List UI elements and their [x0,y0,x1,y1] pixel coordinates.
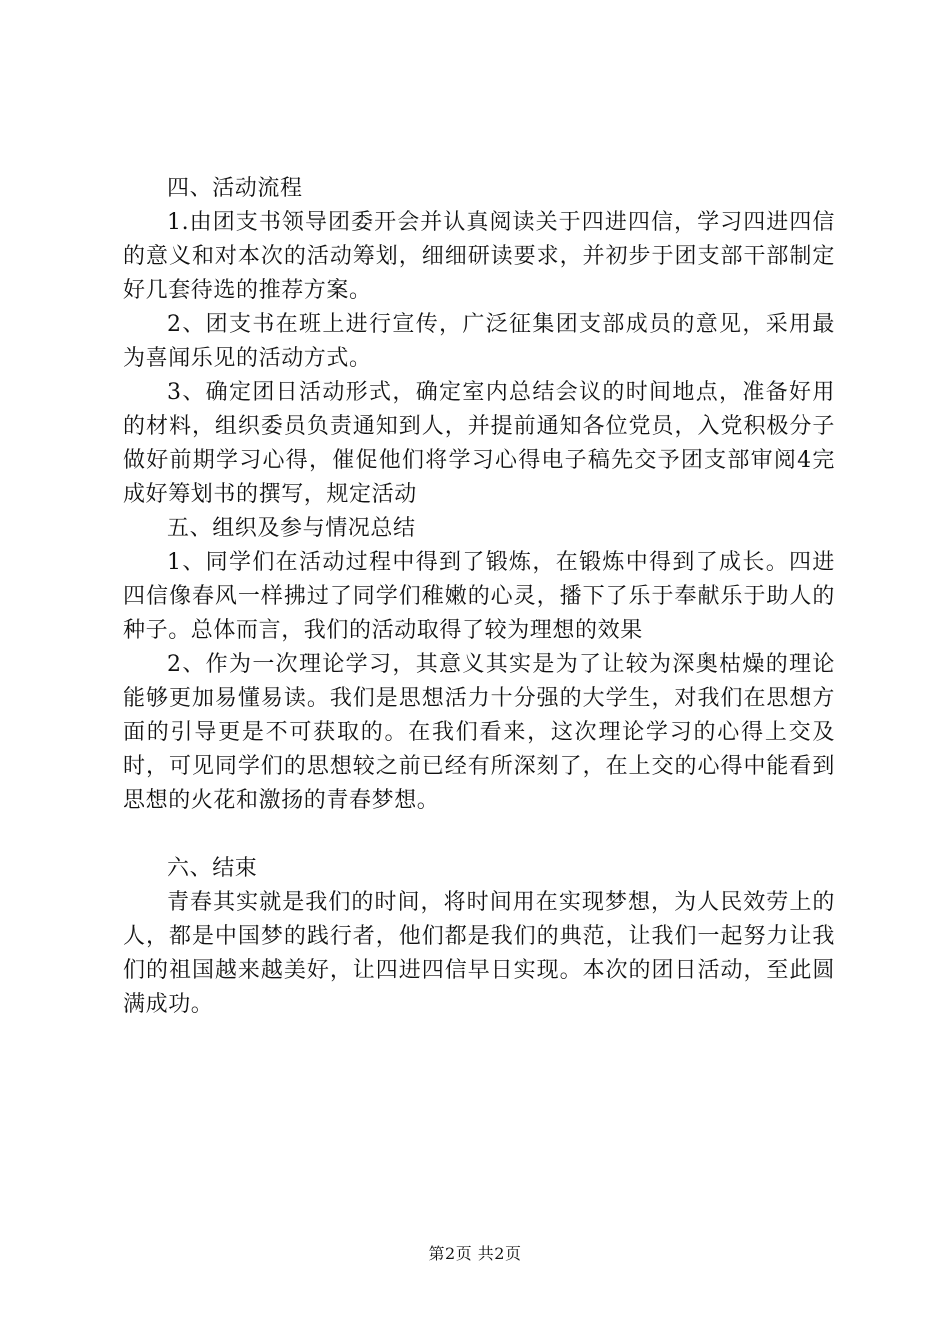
section-heading-ending: 六、结束 [167,856,258,881]
process-step-3: 3、确定团日活动形式，确定室内总结会议的时间地点，准备好用的材料，组织委员负责通知到人，并提前通知各位党员，入党积极分子做好前期学习心得，催促他们将学习心得电子稿先交予团支部审阅4完成好筹划书的撰写，规定活动 [123,380,835,507]
process-step-1: 1.由团支书领导团委开会并认真阅读关于四进四信，学习四进四信的意义和对本次的活动筹划，细细研读要求，并初步于团支部干部制定好几套待选的推荐方案。 [123,210,835,303]
summary-point-1: 1、同学们在活动过程中得到了锻炼，在锻炼中得到了成长。四进四信像春风一样拂过了同学们稚嫩的心灵，播下了乐于奉献乐于助人的种子。总体而言，我们的活动取得了较为理想的效果 [123,550,835,643]
page-footer: 第2页 共2页 [428,1244,522,1263]
process-step-2: 2、团支书在班上进行宣传，广泛征集团支部成员的意见，采用最为喜闻乐见的活动方式。 [123,312,835,371]
ending-paragraph: 青春其实就是我们的时间，将时间用在实现梦想，为人民效劳上的人，都是中国梦的践行者，他们都是我们的典范，让我们一起努力让我们的祖国越来越美好，让四进四信早日实现。本次的团日活动，至此圆满成功。 [123,890,835,1017]
paragraph-spacer [123,818,835,852]
section-heading-process: 四、活动流程 [167,176,303,201]
summary-point-2: 2、作为一次理论学习，其意义其实是为了让较为深奥枯燥的理论能够更加易懂易读。我们是思想活力十分强的大学生，对我们在思想方面的引导更是不可获取的。在我们看来，这次理论学习的心得上交及时，可见同学们的思想较之前已经有所深刻了，在上交的心得中能看到思想的火花和激扬的青春梦想。 [123,652,835,813]
section-heading-summary: 五、组织及参与情况总结 [167,516,416,541]
document-body [123,172,835,1022]
